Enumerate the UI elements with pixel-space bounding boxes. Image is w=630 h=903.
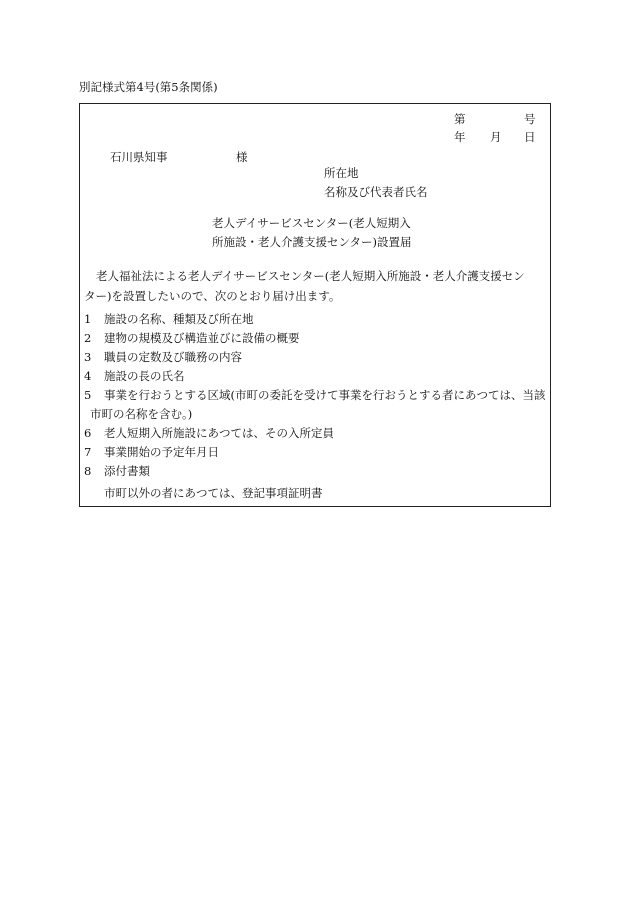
item-number: 2 — [84, 331, 92, 345]
date-year: 年 — [454, 130, 466, 144]
date-month: 月 — [490, 130, 502, 144]
item-number: 4 — [84, 369, 92, 383]
list-item — [84, 390, 547, 428]
item-number: 3 — [84, 350, 92, 364]
item-number: 6 — [84, 426, 92, 440]
document-title-line-2: 所施設・老人介護支援センター)設置届 — [212, 235, 412, 249]
document-title-line-1: 老人デイサービスセンター(老人短期入 — [212, 216, 411, 230]
item-text: 施設の名称、種類及び所在地 — [104, 312, 254, 326]
addressee-name: 石川県知事 — [110, 150, 168, 164]
required-items-list — [84, 314, 547, 485]
body-paragraph — [84, 266, 547, 306]
item-number: 5 — [84, 388, 92, 402]
item-text: 添付書類 — [104, 464, 150, 478]
attachment-note: 市町以外の者にあつては、登記事項証明書 — [104, 486, 323, 500]
body-line-1: 老人福祉法による老人デイサービスセンター(老人短期入所施設・老人介護支援セン — [96, 269, 525, 283]
item-text-line-2: 市町の名称を含む。) — [90, 407, 193, 421]
item-text: 施設の長の氏名 — [104, 369, 185, 383]
number-suffix: 号 — [524, 112, 536, 126]
list-item — [84, 447, 547, 466]
date-day: 日 — [524, 130, 536, 144]
item-text-line-1: 事業を行おうとする区域(市町の委託を受けて事業を行おうとする者にあつては、当該 — [104, 388, 546, 402]
body-line-2: ター)を設置したいので、次のとおり届け出ます。 — [84, 289, 341, 303]
list-item — [84, 466, 547, 485]
item-text — [90, 386, 546, 424]
item-text: 事業開始の予定年月日 — [104, 445, 219, 459]
item-text: 建物の規模及び構造並びに設備の概要 — [104, 331, 300, 345]
addressee-honorific: 様 — [236, 150, 248, 164]
representative-name-label: 名称及び代表者氏名 — [324, 185, 428, 199]
item-number: 8 — [84, 464, 92, 478]
item-text: 老人短期入所施設にあつては、その入所定員 — [104, 426, 334, 440]
item-number: 1 — [84, 312, 92, 326]
item-number: 7 — [84, 445, 92, 459]
item-text: 職員の定数及び職務の内容 — [104, 350, 242, 364]
number-prefix: 第 — [454, 112, 466, 126]
address-label: 所在地 — [324, 166, 359, 180]
form-reference: 別記様式第4号(第5条関係) — [79, 80, 218, 94]
